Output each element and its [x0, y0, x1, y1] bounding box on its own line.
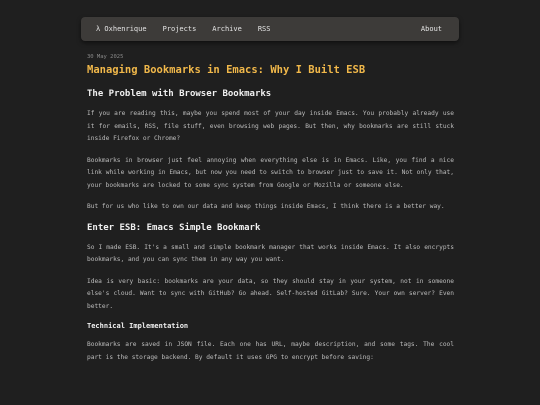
post-date: 30 May 2025 [87, 54, 124, 60]
nav-brand-link[interactable]: λ Oxhenrique [96, 25, 147, 33]
section-heading-problem: The Problem with Browser Bookmarks [87, 89, 272, 99]
paragraph: Bookmarks are saved in JSON file. Each one has URL, maybe description, and some tags. The cool part is the storage backend. By default it uses GPG to encrypt before saving: [87, 341, 454, 361]
paragraph: But for us who like to own our data and keep things inside Emacs, I think there is a better way. [87, 203, 445, 210]
paragraph: Idea is very basic: bookmarks are your data, so they should stay in your system, not in someone else's cloud. Want to sync with GitHub? Go ahead. Self-hosted GitLab? Sure. Your own server? Even better. [87, 277, 454, 310]
top-navbar [81, 17, 459, 41]
section-heading-esb: Enter ESB: Emacs Simple Bookmark [87, 222, 261, 233]
nav-archive-link[interactable]: Archive [212, 25, 242, 33]
nav-rss-link[interactable]: RSS [257, 25, 271, 33]
paragraph: So I made ESB. It's a small and simple bookmark manager that works inside Emacs. It also encrypts bookmarks, and you can sync them in any way you want. [87, 243, 454, 263]
nav-projects-link[interactable]: Projects [162, 25, 197, 33]
blog-post [87, 54, 454, 373]
nav-about-link[interactable]: About [420, 25, 442, 33]
paragraph: Bookmarks in browser just feel annoying when everything else is in Emacs. Like, you find a nice link while working in Emacs, but now you need to switch to browser just to save it. Not only that, your bookmarks are locked to some sync system from Google or Mozilla or someone else. [87, 156, 454, 189]
paragraph: If you are reading this, maybe you spend most of your day inside Emacs. You probably already use it for emails, RSS, file stuff, even browsing web pages. But then, why bookmarks are still stuck inside Firefox or Chrome? [87, 110, 454, 142]
section-heading-technical: Technical Implementation [87, 322, 189, 330]
post-title: Managing Bookmarks in Emacs: Why I Built ESB [87, 64, 366, 76]
